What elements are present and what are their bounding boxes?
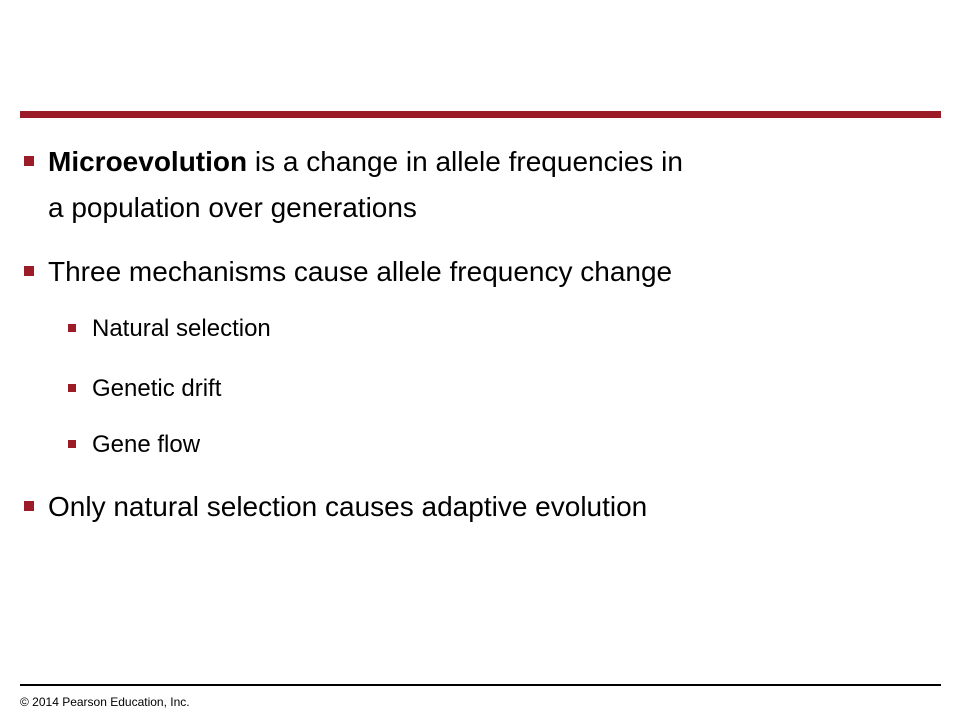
square-bullet-icon [24, 501, 34, 511]
sub-bullet-text: Genetic drift [92, 375, 222, 402]
square-bullet-icon [24, 156, 34, 166]
copyright-footer: © 2014 Pearson Education, Inc. [20, 695, 190, 709]
bullet-text: Three mechanisms cause allele frequency change [48, 256, 673, 287]
bullet-text-line1 [48, 142, 683, 182]
square-bullet-icon [68, 440, 76, 448]
bullet-text-line2: a population over generations [48, 192, 417, 223]
square-bullet-icon [68, 324, 76, 332]
bullet-text-rest: is a change in allele frequencies in [247, 146, 683, 177]
square-bullet-icon [68, 384, 76, 392]
sub-bullet-text: Natural selection [92, 315, 271, 342]
footer-divider-rule [20, 684, 941, 686]
bullet-text: Only natural selection causes adaptive evolution [48, 491, 648, 522]
bold-term: Microevolution [48, 146, 248, 177]
sub-bullet-text: Gene flow [92, 431, 201, 458]
square-bullet-icon [24, 266, 34, 276]
